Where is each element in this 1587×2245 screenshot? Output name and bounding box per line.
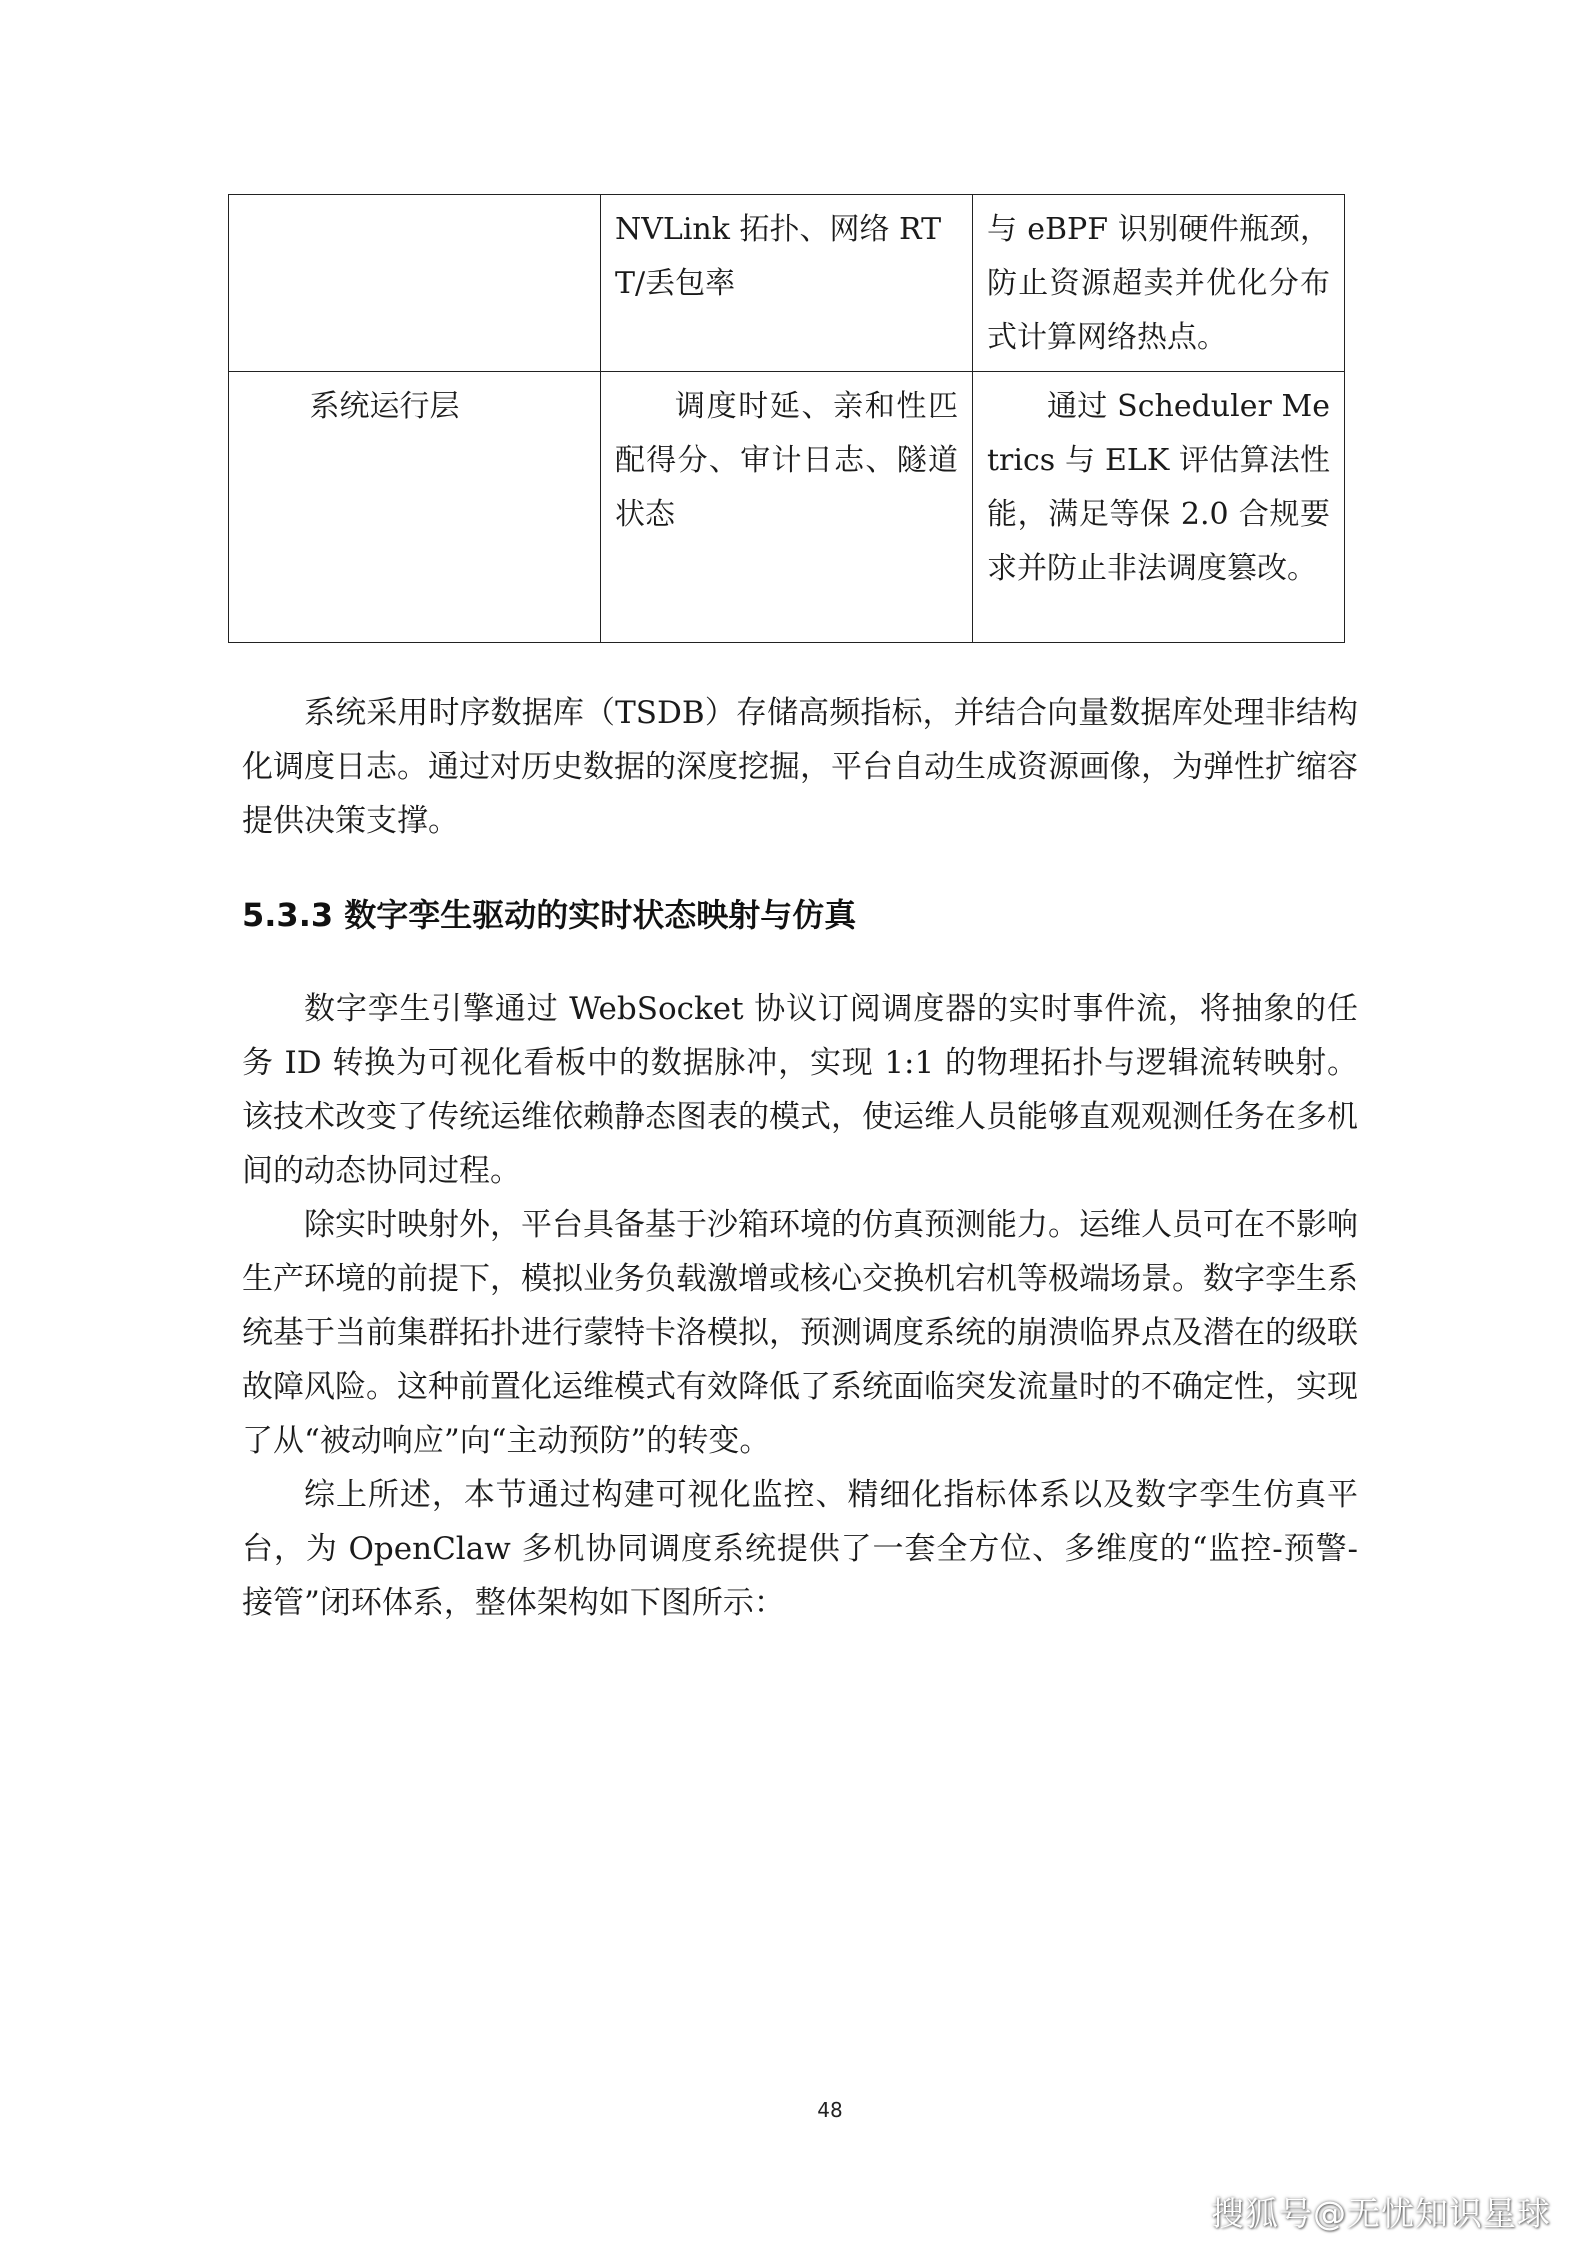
table-cell-layer bbox=[229, 195, 601, 372]
metrics-table bbox=[228, 194, 1345, 643]
body-paragraph: 系统采用时序数据库（TSDB）存储高频指标，并结合向量数据库处理非结构化调度日志。通过对历史数据的深度挖掘，平台自动生成资源画像，为弹性扩缩容提供决策支撑。 bbox=[242, 695, 1358, 839]
section-heading: 5.3.3 数字孪生驱动的实时状态映射与仿真 bbox=[242, 896, 857, 934]
table-cell-description: 与 eBPF 识别硬件瓶颈，防止资源超卖并优化分布式计算网络热点。 bbox=[973, 195, 1345, 372]
page-number: 48 bbox=[817, 2098, 843, 2122]
table-cell-metrics: NVLink 拓扑、网络 RTT/丢包率 bbox=[601, 195, 973, 372]
body-paragraph: 数字孪生引擎通过 WebSocket 协议订阅调度器的实时事件流，将抽象的任务 ID 转换为可视化看板中的数据脉冲，实现 1:1 的物理拓扑与逻辑流转映射。该技术改变了传统运维依赖静态图表的模式，使运维人员能够直观观测任务在多机间的动态协同过程。 bbox=[242, 991, 1358, 1189]
table-cell-description: 通过 Scheduler Metrics 与 ELK 评估算法性能，满足等保 2.0 合规要求并防止非法调度篡改。 bbox=[973, 372, 1345, 643]
body-paragraph: 除实时映射外，平台具备基于沙箱环境的仿真预测能力。运维人员可在不影响生产环境的前提下，模拟业务负载激增或核心交换机宕机等极端场景。数字孪生系统基于当前集群拓扑进行蒙特卡洛模拟，预测调度系统的崩溃临界点及潜在的级联故障风险。这种前置化运维模式有效降低了系统面临突发流量时的不确定性，实现了从“被动响应”向“主动预防”的转变。 bbox=[242, 1207, 1358, 1459]
table-row bbox=[229, 372, 1345, 643]
table-cell-metrics: 调度时延、亲和性匹配得分、审计日志、隧道状态 bbox=[601, 372, 973, 643]
table-row bbox=[229, 195, 1345, 372]
table-cell-layer: 系统运行层 bbox=[229, 372, 601, 643]
watermark: 搜狐号@无忧知识星球 bbox=[1211, 2194, 1551, 2233]
body-paragraph: 综上所述，本节通过构建可视化监控、精细化指标体系以及数字孪生仿真平台，为 OpenClaw 多机协同调度系统提供了一套全方位、多维度的“监控-预警-接管”闭环体系，整体架构如下图所示： bbox=[242, 1477, 1358, 1621]
